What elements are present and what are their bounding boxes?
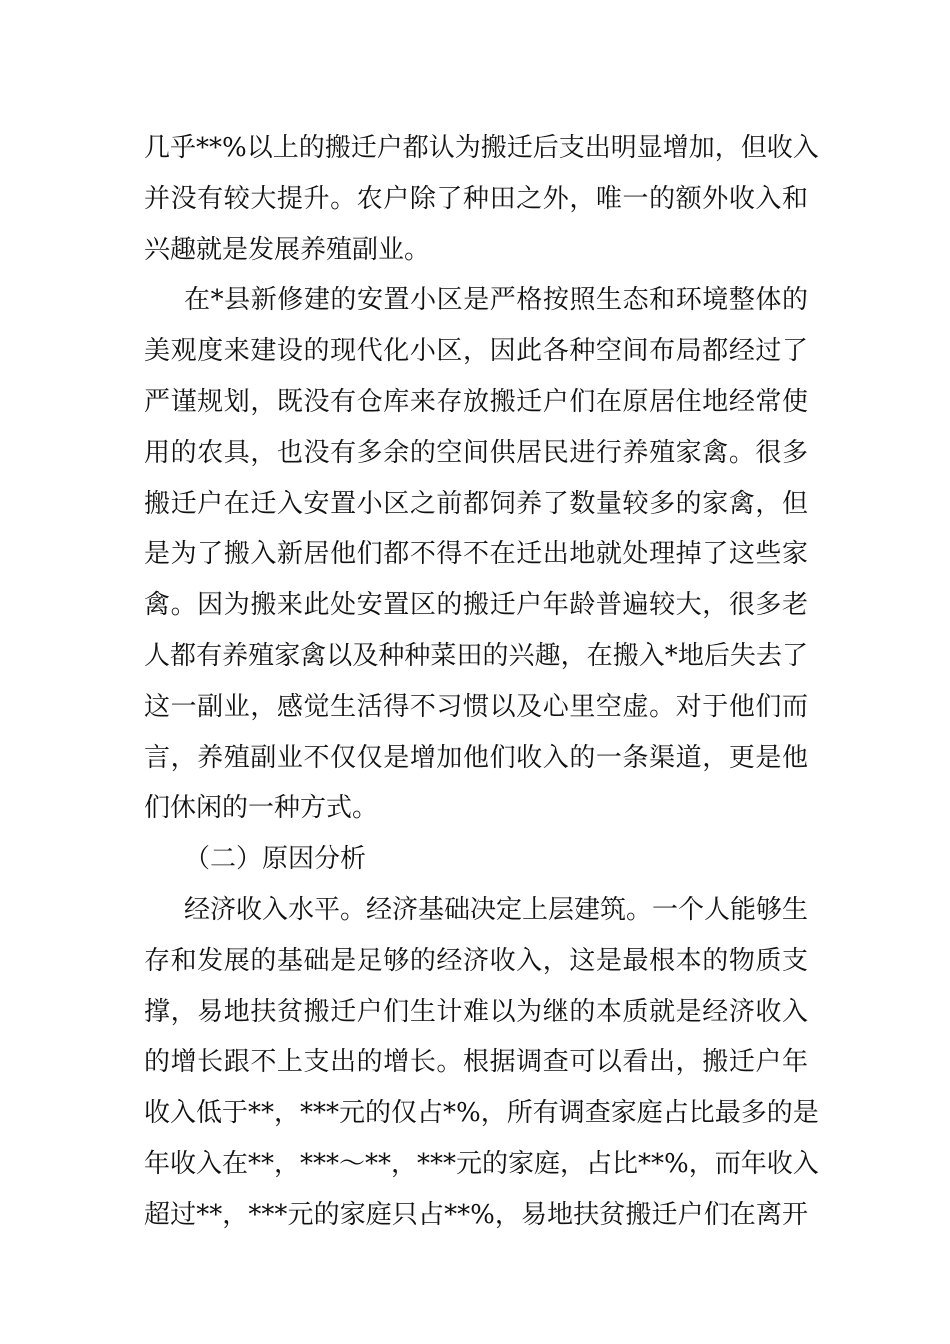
text-line: 们休闲的一种方式。 xyxy=(144,793,379,824)
text-line: 并没有较大提升。农户除了种田之外，唯一的额外收入和 xyxy=(144,183,808,214)
text-line: 禽。因为搬来此处安置区的搬迁户年龄普遍较大，很多老 xyxy=(144,590,808,621)
text-line: 言，养殖副业不仅仅是增加他们收入的一条渠道，更是他 xyxy=(144,742,808,773)
text-line: 撑，易地扶贫搬迁户们生计难以为继的本质就是经济收入 xyxy=(144,996,808,1027)
text-line: 用的农具，也没有多余的空间供居民进行养殖家禽。很多 xyxy=(144,437,808,468)
text-line: 人都有养殖家禽以及种种菜田的兴趣，在搬入*地后失去了 xyxy=(144,640,808,671)
text-line: 兴趣就是发展养殖副业。 xyxy=(144,234,431,265)
text-line: 搬迁户在迁入安置小区之前都饲养了数量较多的家禽，但 xyxy=(144,488,808,519)
text-line: 美观度来建设的现代化小区，因此各种空间布局都经过了 xyxy=(144,336,808,367)
text-line: 这一副业，感觉生活得不习惯以及心里空虚。对于他们而 xyxy=(144,691,808,722)
text-line: 经济收入水平。经济基础决定上层建筑。一个人能够生 xyxy=(184,894,809,925)
text-line: 存和发展的基础是足够的经济收入，这是最根本的物质支 xyxy=(144,945,808,976)
text-line: 收入低于**，***元的仅占*%，所有调查家庭占比最多的是 xyxy=(144,1098,819,1129)
text-line: 严谨规划，既没有仓库来存放搬迁户们在原居住地经常使 xyxy=(144,386,808,417)
section-heading: （二）原因分析 xyxy=(184,844,367,875)
text-line: 年收入在**，***～**，***元的家庭，占比**%，而年收入 xyxy=(144,1148,819,1179)
body-text xyxy=(144,123,819,1241)
text-line: 的增长跟不上支出的增长。根据调查可以看出，搬迁户年 xyxy=(144,1047,808,1078)
text-line: 是为了搬入新居他们都不得不在迁出地就处理掉了这些家 xyxy=(144,539,808,570)
text-line: 超过**，***元的家庭只占**%，易地扶贫搬迁户们在离开 xyxy=(144,1199,808,1230)
text-line: 几乎**%以上的搬迁户都认为搬迁后支出明显增加，但收入 xyxy=(144,133,819,163)
text-line: 在*县新修建的安置小区是严格按照生态和环境整体的 xyxy=(184,285,808,316)
